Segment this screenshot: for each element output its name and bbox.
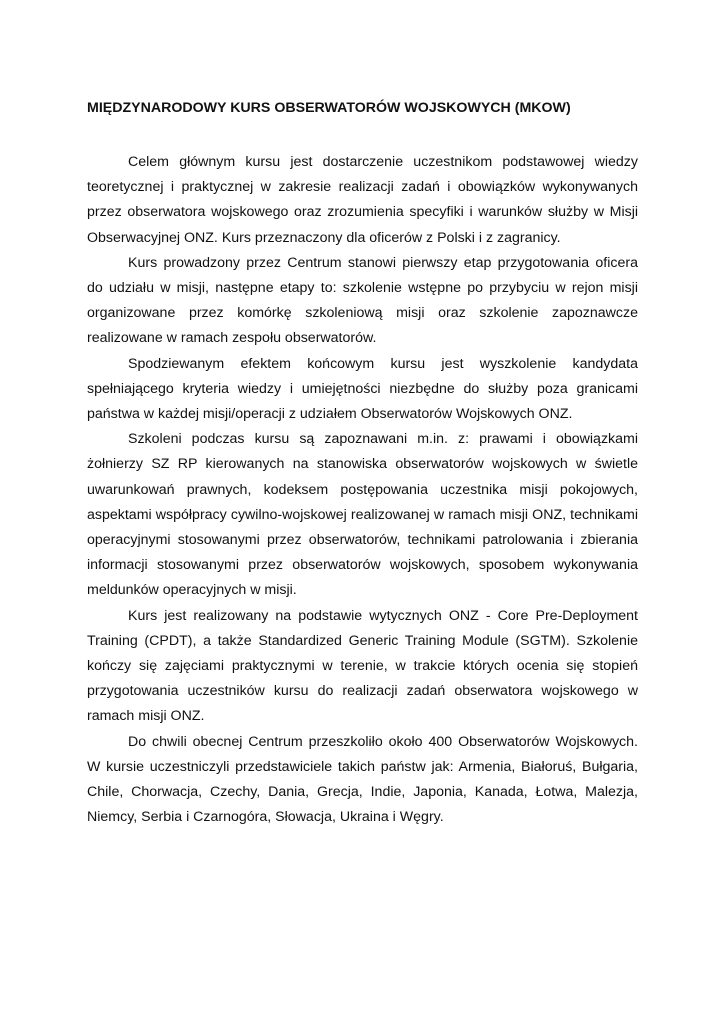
paragraph-participants: Do chwili obecnej Centrum przeszkoliło około 400 Obserwatorów Wojskowych. W kursie uczestniczyli przedstawiciele takich państw jak: Armenia, Białoruś, Bułgaria, Chile, Chorwacja, Czechy, Dania, Grecja, Indie, Japonia, Kanada, Łotwa, Malezja, Niemcy, Serbia i Czarnogóra, Słowacja, Ukraina i Węgry. — [87, 733, 638, 826]
document-title: MIĘDZYNARODOWY KURS OBSERWATORÓW WOJSKOWYCH (MKOW) — [87, 100, 571, 116]
paragraph-training-topics: Szkoleni podczas kursu są zapoznawani m.in. z: prawami i obowiązkami żołnierzy SZ RP kierowanych na stanowiska obserwatorów wojskowych w świetle uwarunkowań prawnych, kodeksem postępowania uczestnika misji pokojowych, aspektami współpracy cywilno-wojskowej realizowanej w ramach misji ONZ, technikami operacyjnymi stosowanymi przez obserwatorów, technikami patrolowania i zbierania informacji stosowanymi przez obserwatorów wojskowych, sposobem wykonywania meldunków operacyjnych w misji. — [87, 431, 638, 599]
paragraph-course-stages: Kurs prowadzony przez Centrum stanowi pierwszy etap przygotowania oficera do udziału w misji, następne etapy to: szkolenie wstępne po przybyciu w rejon misji organizowane przez komórkę szkoleniową misji oraz szkolenie zapoznawcze realizowane w ramach zespołu obserwatorów. — [87, 254, 638, 347]
paragraph-guidelines: Kurs jest realizowany na podstawie wytycznych ONZ - Core Pre-Deployment Training (CPDT), a także Standardized Generic Training Module (SGTM). Szkolenie kończy się zajęciami praktycznymi w terenie, w trakcie których ocenia się stopień przygotowania uczestników kursu do realizacji zadań obserwatora wojskowego w ramach misji ONZ. — [87, 607, 638, 725]
paragraph-expected-outcome: Spodziewanym efektem końcowym kursu jest wyszkolenie kandydata spełniającego kryteria wiedzy i umiejętności niezbędne do służby poza granicami państwa w każdej misji/operacji z udziałem Obserwatorów Wojskowych ONZ. — [87, 355, 638, 423]
document-page — [87, 98, 638, 830]
paragraph-course-goal: Celem głównym kursu jest dostarczenie uczestnikom podstawowej wiedzy teoretycznej i praktycznej w zakresie realizacji zadań i obowiązków wykonywanych przez obserwatora wojskowego oraz zrozumienia specyfiki i warunków służby w Misji Obserwacyjnej ONZ. Kurs przeznaczony dla oficerów z Polski i z zagranicy. — [87, 154, 638, 246]
